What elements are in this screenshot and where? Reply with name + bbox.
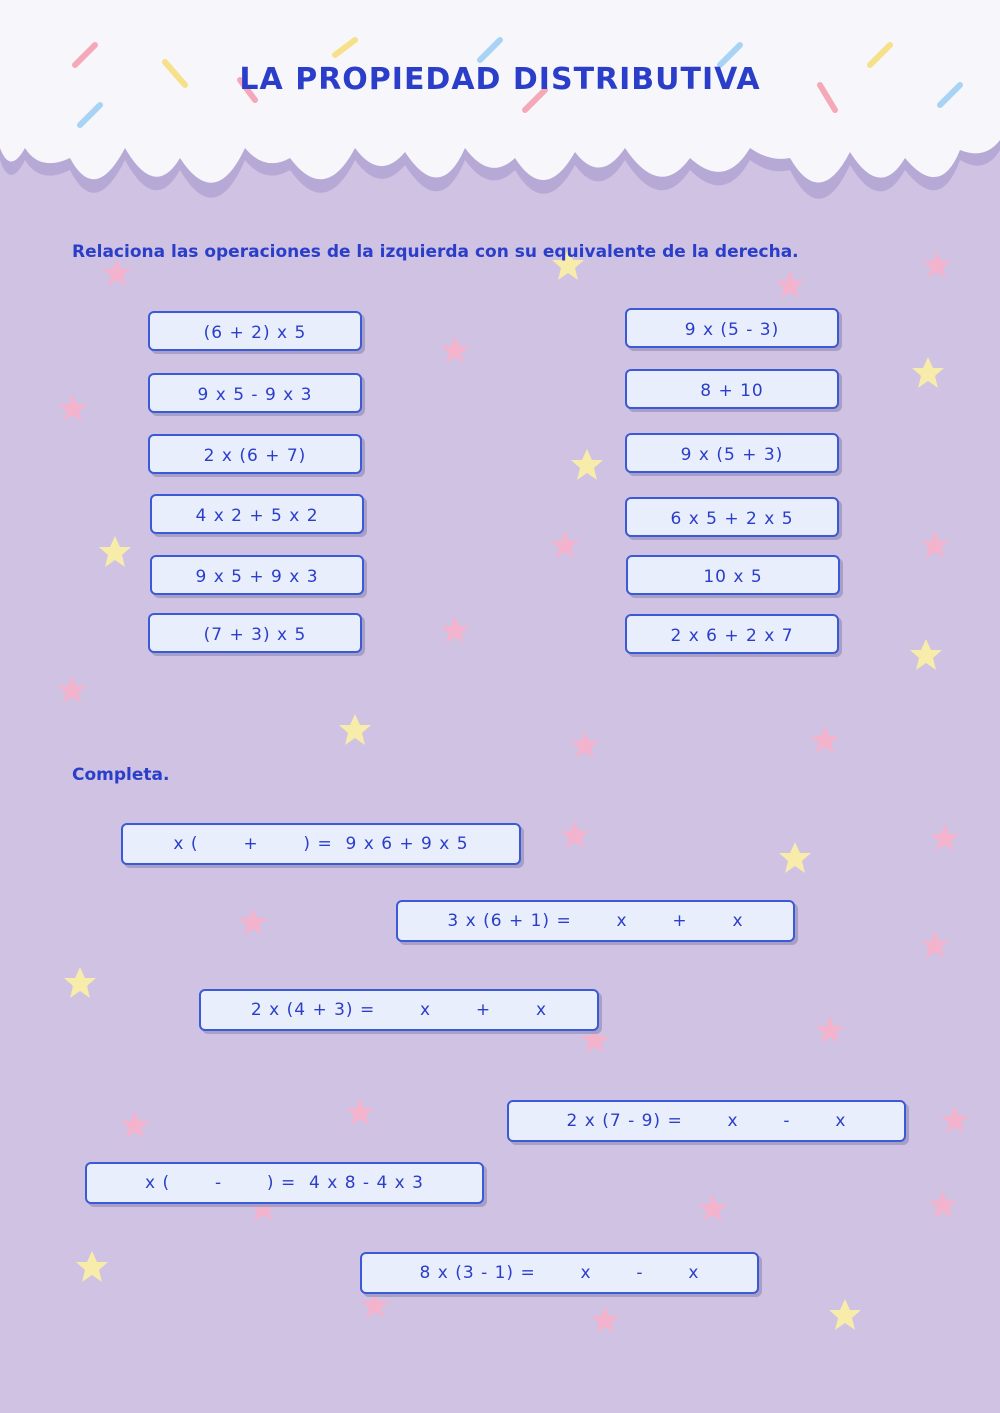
complete-equation-box[interactable]: x ( - ) = 4 x 8 - 4 x 3 (85, 1162, 484, 1204)
left-match-box[interactable]: (6 + 2) x 5 (148, 311, 362, 351)
right-match-box[interactable]: 8 + 10 (625, 369, 839, 409)
right-match-box[interactable]: 9 x (5 - 3) (625, 308, 839, 348)
right-match-box[interactable]: 9 x (5 + 3) (625, 433, 839, 473)
right-match-box[interactable]: 2 x 6 + 2 x 7 (625, 614, 839, 654)
left-match-box[interactable]: 9 x 5 + 9 x 3 (150, 555, 364, 595)
complete-equation-box[interactable]: x ( + ) = 9 x 6 + 9 x 5 (121, 823, 521, 865)
complete-equation-box[interactable]: 2 x (4 + 3) = x + x (199, 989, 599, 1031)
complete-equation-box[interactable]: 8 x (3 - 1) = x - x (360, 1252, 759, 1294)
right-match-box[interactable]: 10 x 5 (626, 555, 840, 595)
complete-instruction: Completa. (72, 765, 170, 785)
right-match-box[interactable]: 6 x 5 + 2 x 5 (625, 497, 839, 537)
page-title: LA PROPIEDAD DISTRIBUTIVA (239, 62, 761, 97)
left-match-box[interactable]: 4 x 2 + 5 x 2 (150, 494, 364, 534)
complete-equation-box[interactable]: 2 x (7 - 9) = x - x (507, 1100, 906, 1142)
left-match-box[interactable]: (7 + 3) x 5 (148, 613, 362, 653)
match-instruction: Relaciona las operaciones de la izquierda con su equivalente de la derecha. (72, 242, 799, 262)
left-match-box[interactable]: 9 x 5 - 9 x 3 (148, 373, 362, 413)
left-match-box[interactable]: 2 x (6 + 7) (148, 434, 362, 474)
complete-equation-box[interactable]: 3 x (6 + 1) = x + x (396, 900, 795, 942)
